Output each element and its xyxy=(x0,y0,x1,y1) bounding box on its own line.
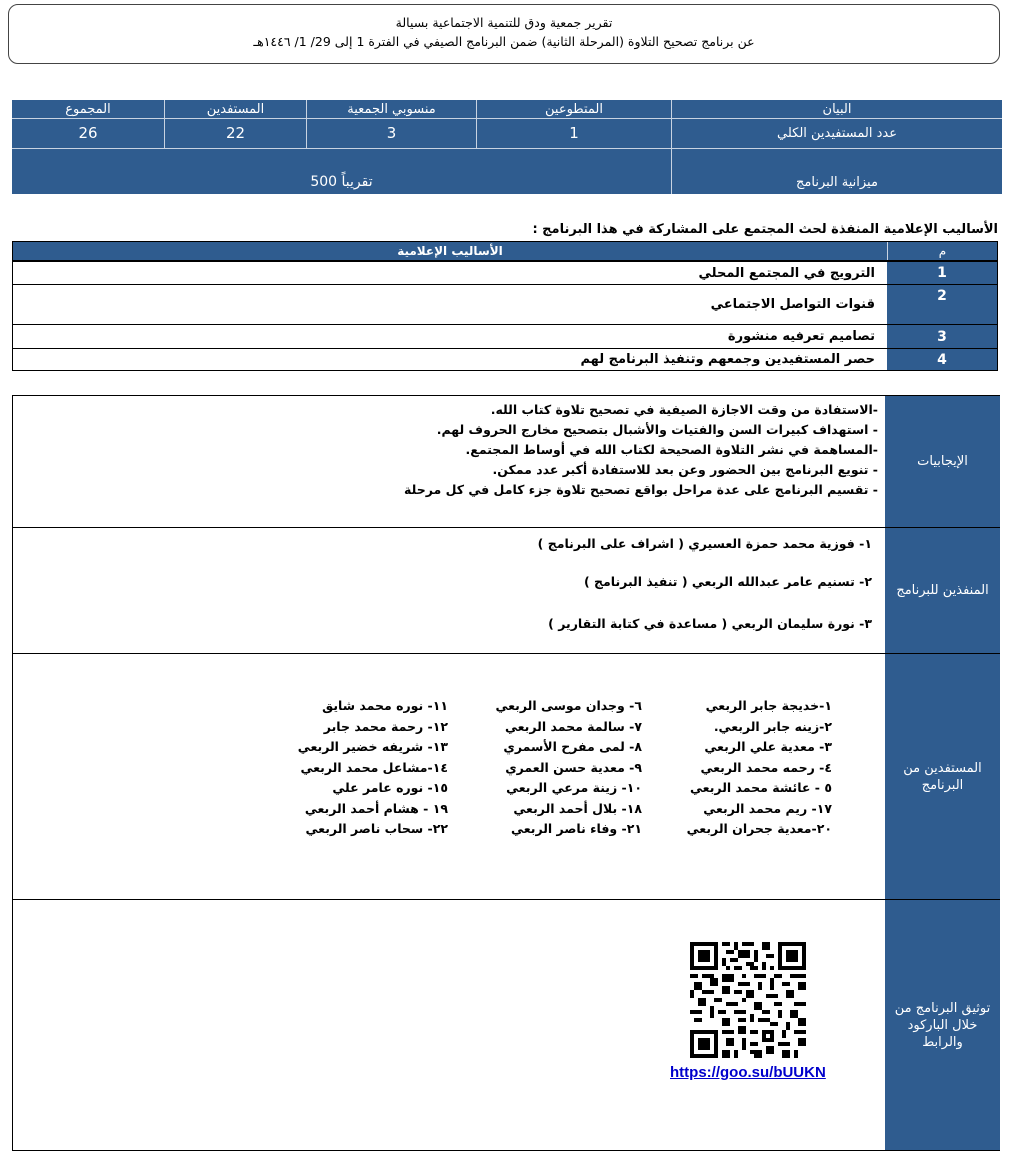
documentation-link[interactable]: https://goo.su/bUUKN xyxy=(670,1064,826,1081)
beneficiaries-column-3 xyxy=(298,696,448,840)
beneficiary-name: ١٥- نوره عامر علي xyxy=(332,780,448,795)
media-row-text: حصر المستفيدين وجمعهم وتنفيذ البرنامج لهم xyxy=(580,352,875,367)
beneficiary-name: ١٢- رحمة محمد جابر xyxy=(323,718,448,734)
media-col-num: م xyxy=(887,242,997,260)
beneficiaries-label: المستفدين من البرنامج xyxy=(885,654,1000,899)
executors-label: المنفذين للبرنامج xyxy=(885,528,1000,653)
positives-item: -المساهمة في نشر التلاوة الصحيحة لكتاب الله في أوساط المجتمع. xyxy=(465,442,878,457)
beneficiary-name: ١٠- زينة مرعي الربعي xyxy=(506,780,642,795)
media-intro: الأساليب الإعلامية المنفذة لحث المجتمع على المشاركة في هذا البرنامج : xyxy=(532,222,998,237)
positives-item: - استهداف كبيرات السن والفتيات والأشبال بتصحيح مخارج الحروف لهم. xyxy=(436,422,878,437)
beneficiary-name: ١٤-مشاعل محمد الربعي xyxy=(300,759,448,775)
documentation-label: توثيق البرنامج من خلال الباركود والرابط xyxy=(885,900,1000,1150)
stats-header-volunteers: المتطوعين xyxy=(477,100,672,118)
beneficiary-name: ١-خديجة جابر الربعي xyxy=(705,698,832,713)
media-row-number: 1 xyxy=(887,262,997,284)
positives-item: - تقسيم البرنامج على عدة مراحل بواقع تصحيح تلاوة جزء كامل في كل مرحلة xyxy=(404,482,878,497)
beneficiary-name: ١٣- شريفه خضير الربعي xyxy=(297,739,448,754)
media-row-text: تصاميم تعرفيه منشورة xyxy=(727,329,875,344)
stats-header-total: المجموع xyxy=(12,100,165,118)
beneficiary-name: ٨- لمى مفرح الأسمري xyxy=(503,739,642,754)
media-row-text: الترويج في المجتمع المحلي xyxy=(698,265,875,281)
executor-item: ٢- تسنيم عامر عبدالله الربعي ( تنفيذ البرنامج ) xyxy=(583,574,872,589)
media-row-number: 3 xyxy=(887,325,997,348)
stats-table xyxy=(12,100,1002,194)
media-row xyxy=(12,261,998,285)
media-table-header xyxy=(12,241,998,261)
beneficiary-name: ٣- معدية علي الربعي xyxy=(704,739,832,754)
beneficiary-name: ١٧- ريم محمد الربعي xyxy=(703,800,832,816)
beneficiary-name: ٩- معدية حسن العمري xyxy=(505,759,642,775)
beneficiary-name: ٦- وجدان موسى الربعي xyxy=(495,698,642,713)
beneficiary-name: ٢١- وفاء ناصر الربعي xyxy=(511,821,642,836)
media-row-text: قنوات التواصل الاجتماعي xyxy=(710,297,875,312)
stats-volunteers-value: 1 xyxy=(477,118,672,148)
beneficiary-name: ٤- رحمه محمد الربعي xyxy=(700,759,832,775)
stats-budget-label: ميزانية البرنامج xyxy=(796,175,878,190)
header-title: تقرير جمعية ودق للتنمية الاجتماعية بسيالة xyxy=(395,15,613,30)
stats-header-statement: البيان xyxy=(822,101,852,117)
beneficiaries-column-1 xyxy=(687,696,832,840)
beneficiary-name: ١١- نوره محمد شايق xyxy=(322,698,448,713)
stats-staff-value: 3 xyxy=(307,118,477,148)
beneficiary-name: ٢٢- سحاب ناصر الربعي xyxy=(305,821,448,836)
qr-code-icon xyxy=(690,942,806,1058)
header-subtitle: عن برنامج تصحيح التلاوة (المرحلة الثانية) ضمن البرنامج الصيفي في الفترة 1 إلى 29/ 1/ ١٤٤٦هـ xyxy=(253,34,755,49)
stats-header-beneficiaries: المستفدين xyxy=(165,100,307,118)
positives-item: - تنويع البرنامج بين الحضور وعن بعد للاستفادة أكبر عدد ممكن. xyxy=(492,462,878,477)
positives-item: -الاستفادة من وقت الاجازة الصيفية في تصحيح تلاوة كتاب الله. xyxy=(490,402,878,417)
report-header xyxy=(8,4,1000,64)
stats-beneficiaries-value: 22 xyxy=(165,118,307,148)
beneficiary-name: ٢٠-معدية جحران الربعي xyxy=(686,821,832,836)
executor-item: ٣- نورة سليمان الربعي ( مساعدة في كتابة التقارير ) xyxy=(548,616,872,631)
stats-budget-value: 500 تقريباً xyxy=(12,148,672,194)
media-row-number: 4 xyxy=(887,349,997,370)
beneficiary-name: ٥ - عائشة محمد الربعي xyxy=(690,780,832,795)
beneficiary-name: ٧- سالمة محمد الربعي xyxy=(504,718,642,734)
media-row xyxy=(12,325,998,349)
media-row xyxy=(12,285,998,325)
media-row xyxy=(12,349,998,371)
stats-total-value: 26 xyxy=(12,118,165,148)
positives-label: الإيجابيات xyxy=(885,396,1000,527)
stats-total-beneficiaries-label: عدد المستفيدين الكلي xyxy=(777,125,897,141)
executor-item: ١- فوزية محمد حمزة العسيري ( اشراف على البرنامج ) xyxy=(537,536,872,551)
beneficiary-name: ١٩ - هشام أحمد الربعي xyxy=(304,800,448,816)
positives-list xyxy=(404,400,878,500)
stats-header-staff: منسوبي الجمعية xyxy=(307,100,477,118)
beneficiary-name: ١٨- بلال أحمد الربعي xyxy=(513,800,642,816)
beneficiary-name: ٢-زينه جابر الربعي. xyxy=(713,718,832,734)
beneficiaries-column-2 xyxy=(495,696,642,840)
media-row-number: 2 xyxy=(887,285,997,324)
media-col-method: الأساليب الإعلامية xyxy=(397,244,503,258)
